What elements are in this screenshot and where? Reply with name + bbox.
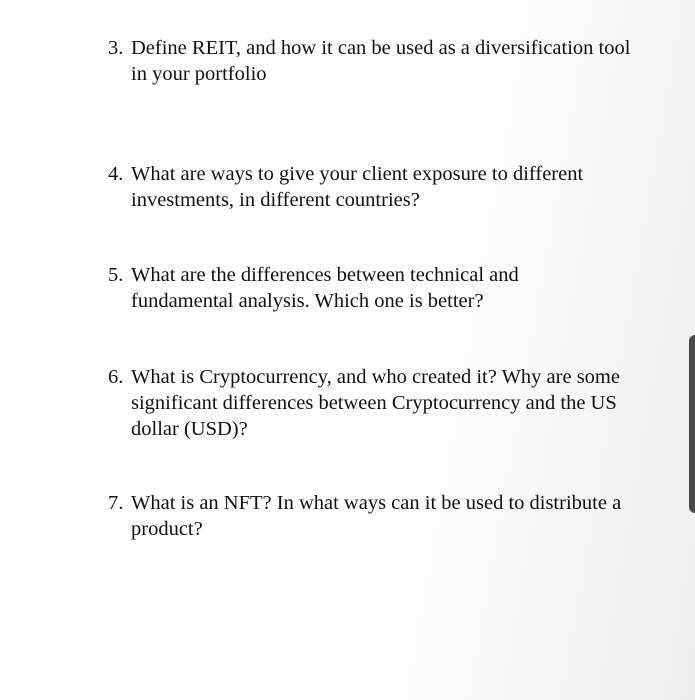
question-5 — [108, 262, 668, 314]
question-number: 3. — [108, 37, 124, 59]
question-6 — [108, 364, 668, 442]
question-number: 4. — [108, 163, 124, 185]
question-number: 5. — [108, 264, 124, 286]
scrollbar-handle[interactable] — [689, 335, 695, 513]
question-text: What are the differences between technical and fundamental analysis. Which one is better? — [131, 264, 519, 312]
question-text: What are ways to give your client exposure to different investments, in different countries? — [131, 163, 584, 211]
question-text: What is an NFT? In what ways can it be used to distribute a product? — [131, 492, 622, 540]
question-number: 7. — [108, 492, 124, 514]
question-7 — [108, 490, 668, 542]
question-number: 6. — [108, 366, 124, 388]
question-text: Define REIT, and how it can be used as a diversification tool in your portfolio — [131, 37, 631, 85]
question-3 — [108, 35, 668, 87]
question-text: What is Cryptocurrency, and who created it? Why are some significant differences between Cryptocurrency and the US dollar (USD)? — [131, 366, 620, 440]
question-4 — [108, 161, 668, 213]
